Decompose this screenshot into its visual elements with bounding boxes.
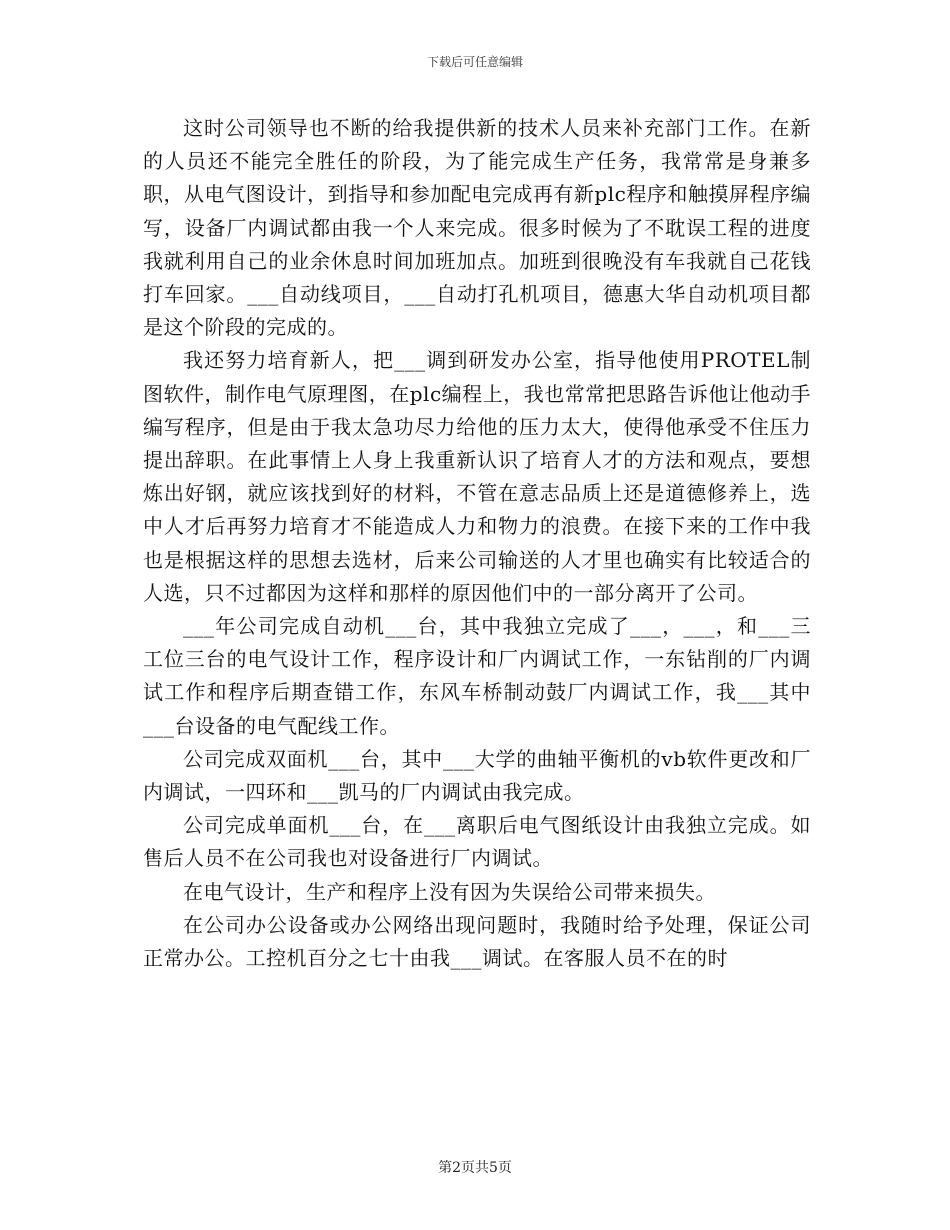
paragraph: 在公司办公设备或办公网络出现问题时，我随时给予处理，保证公司正常办公。工控机百分之七十由我___调试。在客服人员不在的时	[143, 912, 811, 971]
paragraph: 这时公司领导也不断的给我提供新的技术人员来补充部门工作。在新的人员还不能完全胜任的阶段，为了能完成生产任务，我常常是身兼多职，从电气图设计，到指导和参加配电完成再有新plc程序和触摸屏程序编写，设备厂内调试都由我一个人来完成。很多时候为了不耽误工程的进度我就利用自己的业余休息时间加班加点。加班到很晚没有车我就自己花钱打车回家。___自动线项目，___自动打孔机项目，德惠大华自动机项目都是这个阶段的完成的。	[143, 116, 811, 340]
paragraph: 公司完成单面机___台，在___离职后电气图纸设计由我独立完成。如售后人员不在公司我也对设备进行厂内调试。	[143, 813, 811, 871]
page-number: 第2页共5页	[438, 1160, 512, 1176]
paragraph: 我还努力培育新人，把___调到研发办公室，指导他使用PROTEL制图软件，制作电气原理图，在plc编程上，我也常常把思路告诉他让他动手编写程序，但是由于我太急功尽力给他的压力太大，使得他承受不住压力提出辞职。在此事情上人身上我重新认识了培育人才的方法和观点，要想炼出好钢，就应该找到好的材料，不管在意志品质上还是道德修养上，选中人才后再努力培育才不能造成人力和物力的浪费。在接下来的工作中我也是根据这样的思想去选材，后来公司输送的人才里也确实有比较适合的人选，只不过都因为这样和那样的原因他们中的一部分离开了公司。	[143, 348, 811, 605]
document-body	[143, 112, 811, 975]
page-header-note: 下载后可任意编辑	[426, 55, 523, 69]
paragraph: 公司完成双面机___台，其中___大学的曲轴平衡机的vb软件更改和厂内调试，一四环和___凯马的厂内调试由我完成。	[143, 746, 811, 805]
paragraph: ___年公司完成自动机___台，其中我独立完成了___，___，和___三工位三台的电气设计工作，程序设计和厂内调试工作，一东钻削的厂内调试工作和程序后期查错工作，东风车桥制动鼓厂内调试工作，我___其中___台设备的电气配线工作。	[143, 614, 811, 738]
paragraph: 在电气设计，生产和程序上没有因为失误给公司带来损失。	[183, 879, 716, 904]
